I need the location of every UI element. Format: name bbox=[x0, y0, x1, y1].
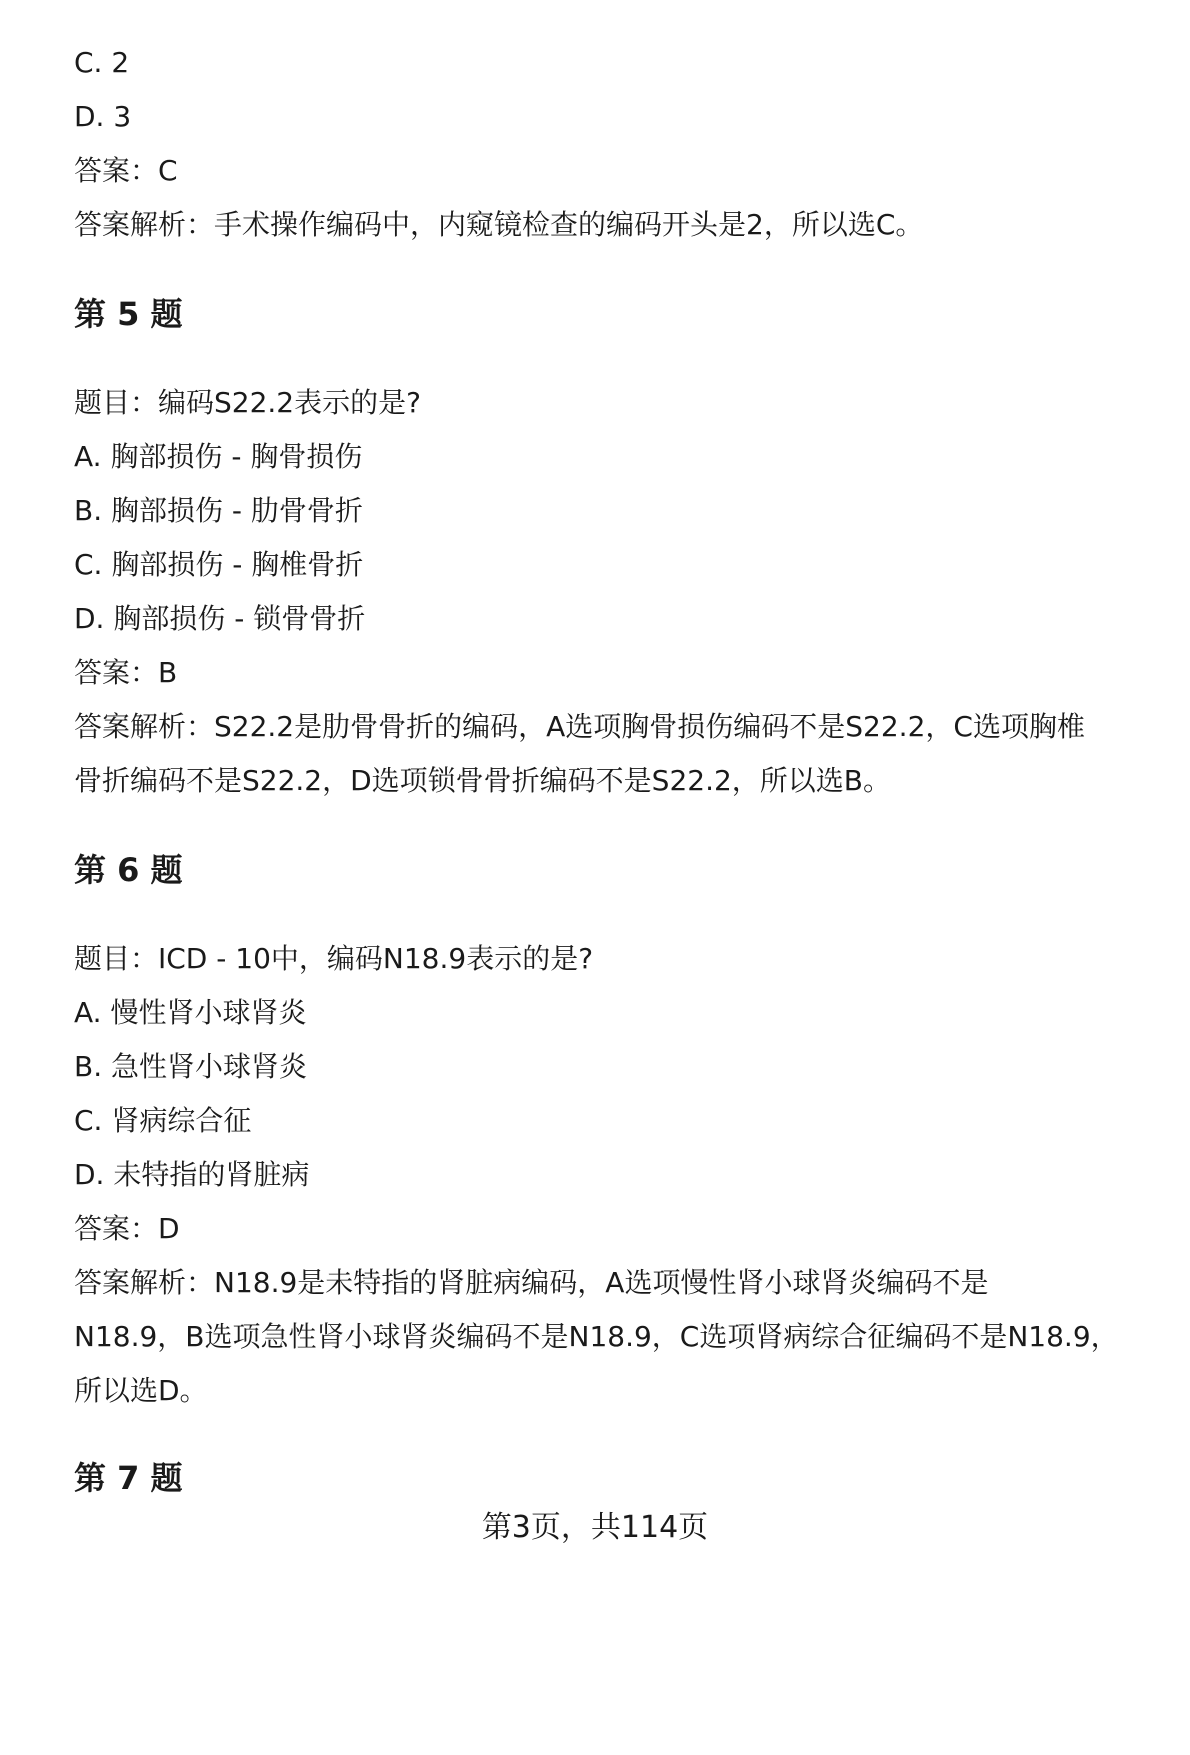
q5-explanation-line-2: 骨折编码不是S22.2，D选项锁骨骨折编码不是S22.2，所以选B。 bbox=[74, 764, 892, 797]
q5-stem: 题目：编码S22.2表示的是? bbox=[74, 386, 421, 419]
q6-explanation-line-1: 答案解析：N18.9是未特指的肾脏病编码，A选项慢性肾小球肾炎编码不是 bbox=[74, 1266, 989, 1299]
q6-option-c: C. 肾病综合征 bbox=[74, 1104, 252, 1137]
prev-option-d: D. 3 bbox=[74, 100, 132, 133]
q6-option-d: D. 未特指的肾脏病 bbox=[74, 1158, 310, 1191]
q6-answer: 答案：D bbox=[74, 1212, 180, 1245]
q7-heading: 第 7 题 bbox=[74, 1459, 183, 1497]
prev-explanation: 答案解析：手术操作编码中，内窥镜检查的编码开头是2，所以选C。 bbox=[74, 208, 924, 241]
q5-option-b: B. 胸部损伤 - 肋骨骨折 bbox=[74, 494, 363, 527]
q6-option-a: A. 慢性肾小球肾炎 bbox=[74, 996, 307, 1029]
q6-heading: 第 6 题 bbox=[74, 851, 183, 889]
prev-option-c: C. 2 bbox=[74, 46, 130, 79]
q6-stem: 题目：ICD - 10中，编码N18.9表示的是? bbox=[74, 942, 594, 975]
q5-option-c: C. 胸部损伤 - 胸椎骨折 bbox=[74, 548, 364, 581]
q6-explanation-line-2: N18.9，B选项急性肾小球肾炎编码不是N18.9，C选项肾病综合征编码不是N18.9， bbox=[74, 1320, 1119, 1353]
q5-option-a: A. 胸部损伤 - 胸骨损伤 bbox=[74, 440, 363, 473]
q5-option-d: D. 胸部损伤 - 锁骨骨折 bbox=[74, 602, 366, 635]
q5-answer: 答案：B bbox=[74, 656, 178, 689]
q6-option-b: B. 急性肾小球肾炎 bbox=[74, 1050, 308, 1083]
prev-answer: 答案：C bbox=[74, 154, 178, 187]
q5-explanation-line-1: 答案解析：S22.2是肋骨骨折的编码，A选项胸骨损伤编码不是S22.2，C选项胸椎 bbox=[74, 710, 1085, 743]
page-number-footer: 第3页，共114页 bbox=[481, 1510, 709, 1545]
q5-heading: 第 5 题 bbox=[74, 295, 183, 333]
q6-explanation-line-3: 所以选D。 bbox=[74, 1374, 208, 1407]
